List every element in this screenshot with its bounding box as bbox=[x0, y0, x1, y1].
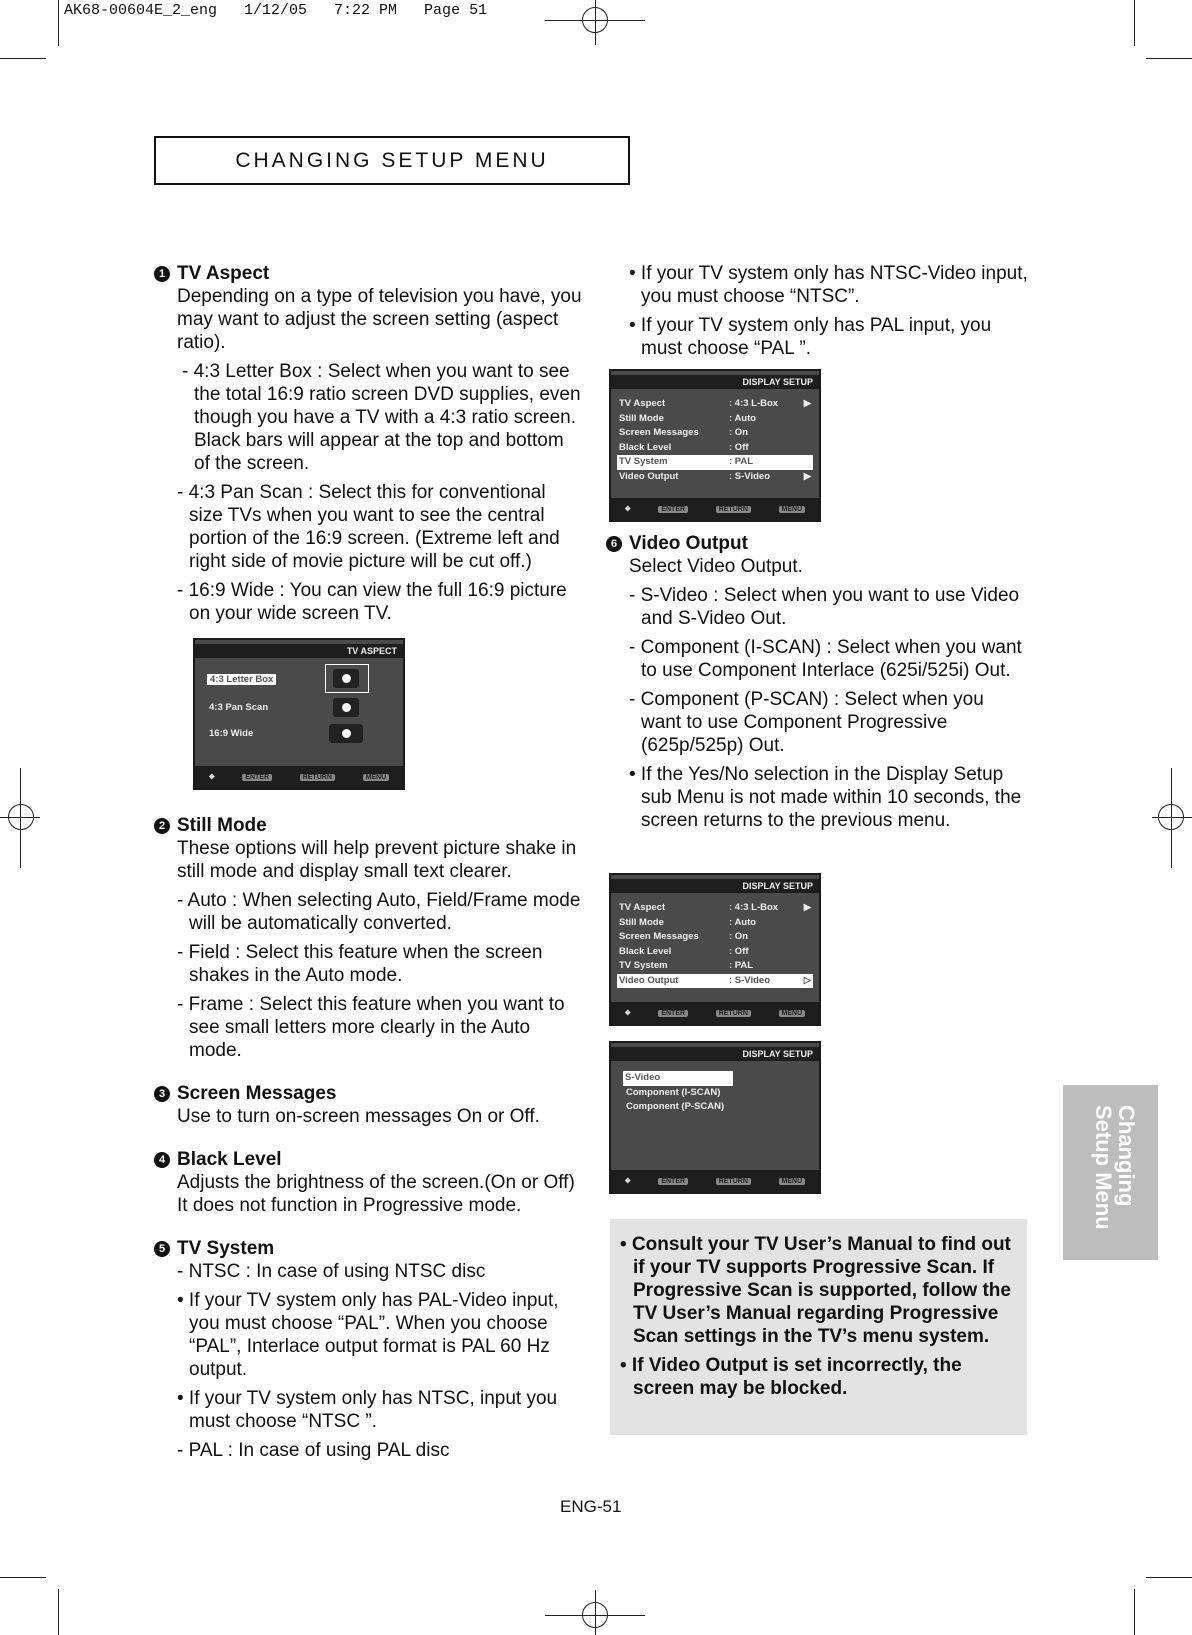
list-item: - Auto : When selecting Auto, Field/Frame mode will be automatically converted. bbox=[177, 890, 581, 934]
section-body: These options will help prevent picture shake in still mode and display small text clearer. bbox=[177, 838, 577, 882]
registration-mark bbox=[20, 768, 21, 868]
crop-mark bbox=[1146, 58, 1192, 59]
osd-value-selected: : PAL bbox=[729, 456, 754, 467]
menu-key: MENU bbox=[779, 506, 806, 513]
osd-video-output-options bbox=[609, 1041, 821, 1194]
print-header: AK68-00604E_2_eng 1/12/05 7:22 PM Page 51 bbox=[64, 2, 488, 19]
tv-icon bbox=[333, 669, 359, 688]
right-column bbox=[629, 262, 1029, 366]
section-title: Video Output bbox=[629, 533, 748, 554]
crop-mark bbox=[58, 1589, 59, 1635]
left-column bbox=[158, 262, 582, 1476]
osd-title: TV ASPECT bbox=[195, 644, 403, 658]
menu-key: MENU bbox=[779, 1010, 806, 1017]
registration-mark bbox=[595, 0, 596, 45]
return-key: RETURN bbox=[716, 1010, 751, 1017]
crop-mark bbox=[1146, 1577, 1192, 1578]
navigation-icon: ✥ bbox=[624, 1178, 631, 1185]
side-tab-line: Changing bbox=[1114, 1105, 1139, 1207]
section-title: Still Mode bbox=[177, 815, 267, 836]
section-body: Depending on a type of television you have, you may want to adjust the screen setting (aspect ratio). bbox=[177, 286, 582, 353]
osd-label: Black Level bbox=[619, 945, 672, 957]
osd-label-selected: TV System bbox=[619, 456, 668, 467]
note-box bbox=[610, 1219, 1027, 1435]
list-item: - Component (I-SCAN) : Select when you want to use Component Interlace (625i/525i) Out. bbox=[629, 637, 1022, 681]
osd-value: : Off bbox=[729, 945, 749, 957]
section-screen-messages bbox=[158, 1082, 582, 1128]
return-key: RETURN bbox=[716, 506, 751, 513]
osd-value: : S-Video bbox=[729, 470, 770, 482]
widescreen-tv-icon bbox=[329, 724, 363, 743]
section-video-output bbox=[610, 532, 1029, 838]
osd-value: : 4:3 L-Box bbox=[729, 398, 779, 409]
list-item: - 4:3 Pan Scan : Select this for conventional size TVs when you want to see the central portion of the 16:9 screen. (Extreme left and right side of movie picture will be cut off.) bbox=[177, 482, 560, 572]
osd-value: : On bbox=[729, 427, 748, 438]
osd-label: Still Mode bbox=[619, 916, 664, 928]
section-still-mode bbox=[158, 814, 582, 1062]
osd-value: : On bbox=[729, 931, 748, 942]
osd-label: Still Mode bbox=[619, 412, 664, 424]
step-number: 3 bbox=[154, 1086, 170, 1102]
section-title: TV System bbox=[177, 1238, 275, 1259]
section-body: Use to turn on-screen messages On or Off. bbox=[177, 1106, 540, 1127]
list-item: - 16:9 Wide : You can view the full 16:9 picture on your wide screen TV. bbox=[177, 580, 567, 624]
osd-value: : Auto bbox=[729, 916, 757, 928]
section-title: Screen Messages bbox=[177, 1083, 337, 1104]
return-key: RETURN bbox=[300, 774, 335, 781]
list-item: - S-Video : Select when you want to use Video and S-Video Out. bbox=[629, 585, 1020, 629]
note-item: • If Video Output is set incorrectly, the screen may be blocked. bbox=[620, 1355, 962, 1399]
osd-value: : Off bbox=[729, 441, 749, 453]
crop-mark bbox=[58, 0, 59, 46]
list-item: • If the Yes/No selection in the Display Setup sub Menu is not made within 10 seconds, the screen returns to the previous menu. bbox=[629, 764, 1022, 831]
registration-mark bbox=[595, 1590, 596, 1635]
list-item: - 4:3 Letter Box : Select when you want to see the total 16:9 ratio screen DVD supplies, even though you have a TV with a 4:3 ratio screen. Black bars will appear at the top and bottom of the screen. bbox=[182, 361, 581, 474]
enter-key: ENTER bbox=[658, 506, 688, 513]
osd-option-selected: 4:3 Letter Box bbox=[207, 674, 276, 685]
list-item: • If your TV system only has NTSC, input you must choose “NTSC ”. bbox=[177, 1388, 558, 1432]
crop-mark bbox=[1134, 0, 1135, 46]
list-item: • If your TV system only has NTSC-Video input, you must choose “NTSC”. bbox=[629, 263, 1028, 307]
osd-value: : PAL bbox=[729, 960, 754, 971]
step-number: 4 bbox=[154, 1152, 170, 1168]
crop-mark bbox=[0, 1577, 46, 1578]
osd-label: TV Aspect bbox=[619, 398, 666, 409]
list-item: - Component (P-SCAN) : Select when you want to use Component Progressive (625p/525p) Out. bbox=[629, 689, 984, 756]
navigation-icon: ✥ bbox=[624, 1010, 631, 1017]
section-body: Adjusts the brightness of the screen.(On or Off) It does not function in Progressive mode. bbox=[177, 1172, 575, 1216]
step-number: 5 bbox=[154, 1241, 170, 1257]
crop-mark bbox=[1134, 1589, 1135, 1635]
section-title: TV Aspect bbox=[177, 263, 270, 284]
enter-key: ENTER bbox=[658, 1010, 688, 1017]
step-number: 6 bbox=[606, 536, 622, 552]
list-item: • If your TV system only has PAL-Video input, you must choose “PAL”. When you choose “PAL”, Interlace output format is PAL 60 Hz output. bbox=[177, 1290, 559, 1380]
osd-value: : Auto bbox=[729, 412, 757, 424]
menu-key: MENU bbox=[363, 774, 390, 781]
navigation-icon: ✥ bbox=[208, 774, 215, 781]
osd-label-selected: Video Output bbox=[619, 974, 679, 986]
page-title: CHANGING SETUP MENU bbox=[154, 136, 630, 185]
tv-icon bbox=[333, 698, 359, 717]
list-item: - NTSC : In case of using NTSC disc bbox=[177, 1261, 486, 1282]
section-body: Select Video Output. bbox=[629, 556, 803, 577]
osd-title: DISPLAY SETUP bbox=[611, 1047, 819, 1061]
osd-option-selected: S-Video bbox=[625, 1072, 661, 1083]
section-title: Black Level bbox=[177, 1149, 282, 1170]
arrow-right-icon: ▶ bbox=[803, 902, 811, 913]
osd-option: 16:9 Wide bbox=[209, 728, 254, 739]
side-tab bbox=[1063, 1085, 1158, 1260]
menu-key: MENU bbox=[779, 1178, 806, 1185]
note-item: • Consult your TV User’s Manual to find out if your TV supports Progressive Scan. If Progressive Scan is supported, follow the TV User’s Manual regarding Progressive Scan settings in the TV’s menu system. bbox=[620, 1234, 1011, 1347]
arrow-right-icon: ▶ bbox=[803, 398, 811, 409]
navigation-icon: ✥ bbox=[624, 506, 631, 513]
arrow-right-icon: ▶ bbox=[803, 470, 811, 482]
section-black-level bbox=[158, 1148, 582, 1217]
osd-display-setup-video-output bbox=[609, 873, 821, 1026]
osd-option: Component (I-SCAN) bbox=[626, 1086, 721, 1098]
list-item: - Field : Select this feature when the screen shakes in the Auto mode. bbox=[177, 942, 543, 986]
osd-label: Screen Messages bbox=[619, 427, 699, 438]
osd-label: Screen Messages bbox=[619, 931, 699, 942]
osd-title: DISPLAY SETUP bbox=[611, 879, 819, 893]
osd-value-selected: : S-Video bbox=[729, 974, 770, 986]
list-item: • If your TV system only has PAL input, you must choose “PAL ”. bbox=[629, 315, 992, 359]
side-tab-line: Setup Menu bbox=[1091, 1105, 1116, 1230]
osd-label: TV System bbox=[619, 960, 668, 971]
section-tv-system bbox=[158, 1237, 582, 1462]
osd-label: TV Aspect bbox=[619, 902, 666, 913]
osd-display-setup-tv-system bbox=[609, 369, 821, 522]
osd-value: : 4:3 L-Box bbox=[729, 902, 779, 913]
list-item: - PAL : In case of using PAL disc bbox=[177, 1440, 450, 1461]
step-number: 2 bbox=[154, 818, 170, 834]
crop-mark bbox=[0, 58, 46, 59]
arrow-right-icon: ▷ bbox=[803, 974, 811, 986]
osd-title: DISPLAY SETUP bbox=[611, 375, 819, 389]
registration-mark bbox=[1152, 817, 1192, 818]
osd-tv-aspect bbox=[193, 638, 405, 790]
osd-label: Black Level bbox=[619, 441, 672, 453]
osd-option: Component (P-SCAN) bbox=[626, 1101, 725, 1112]
step-number: 1 bbox=[154, 266, 170, 282]
registration-mark bbox=[1171, 768, 1172, 868]
enter-key: ENTER bbox=[242, 774, 272, 781]
section-tv-aspect bbox=[158, 262, 582, 625]
return-key: RETURN bbox=[716, 1178, 751, 1185]
enter-key: ENTER bbox=[658, 1178, 688, 1185]
osd-label: Video Output bbox=[619, 470, 679, 482]
page-number: ENG-51 bbox=[560, 1497, 622, 1516]
osd-option: 4:3 Pan Scan bbox=[209, 702, 269, 713]
list-item: - Frame : Select this feature when you want to see small letters more clearly in the Auto mode. bbox=[177, 994, 565, 1061]
